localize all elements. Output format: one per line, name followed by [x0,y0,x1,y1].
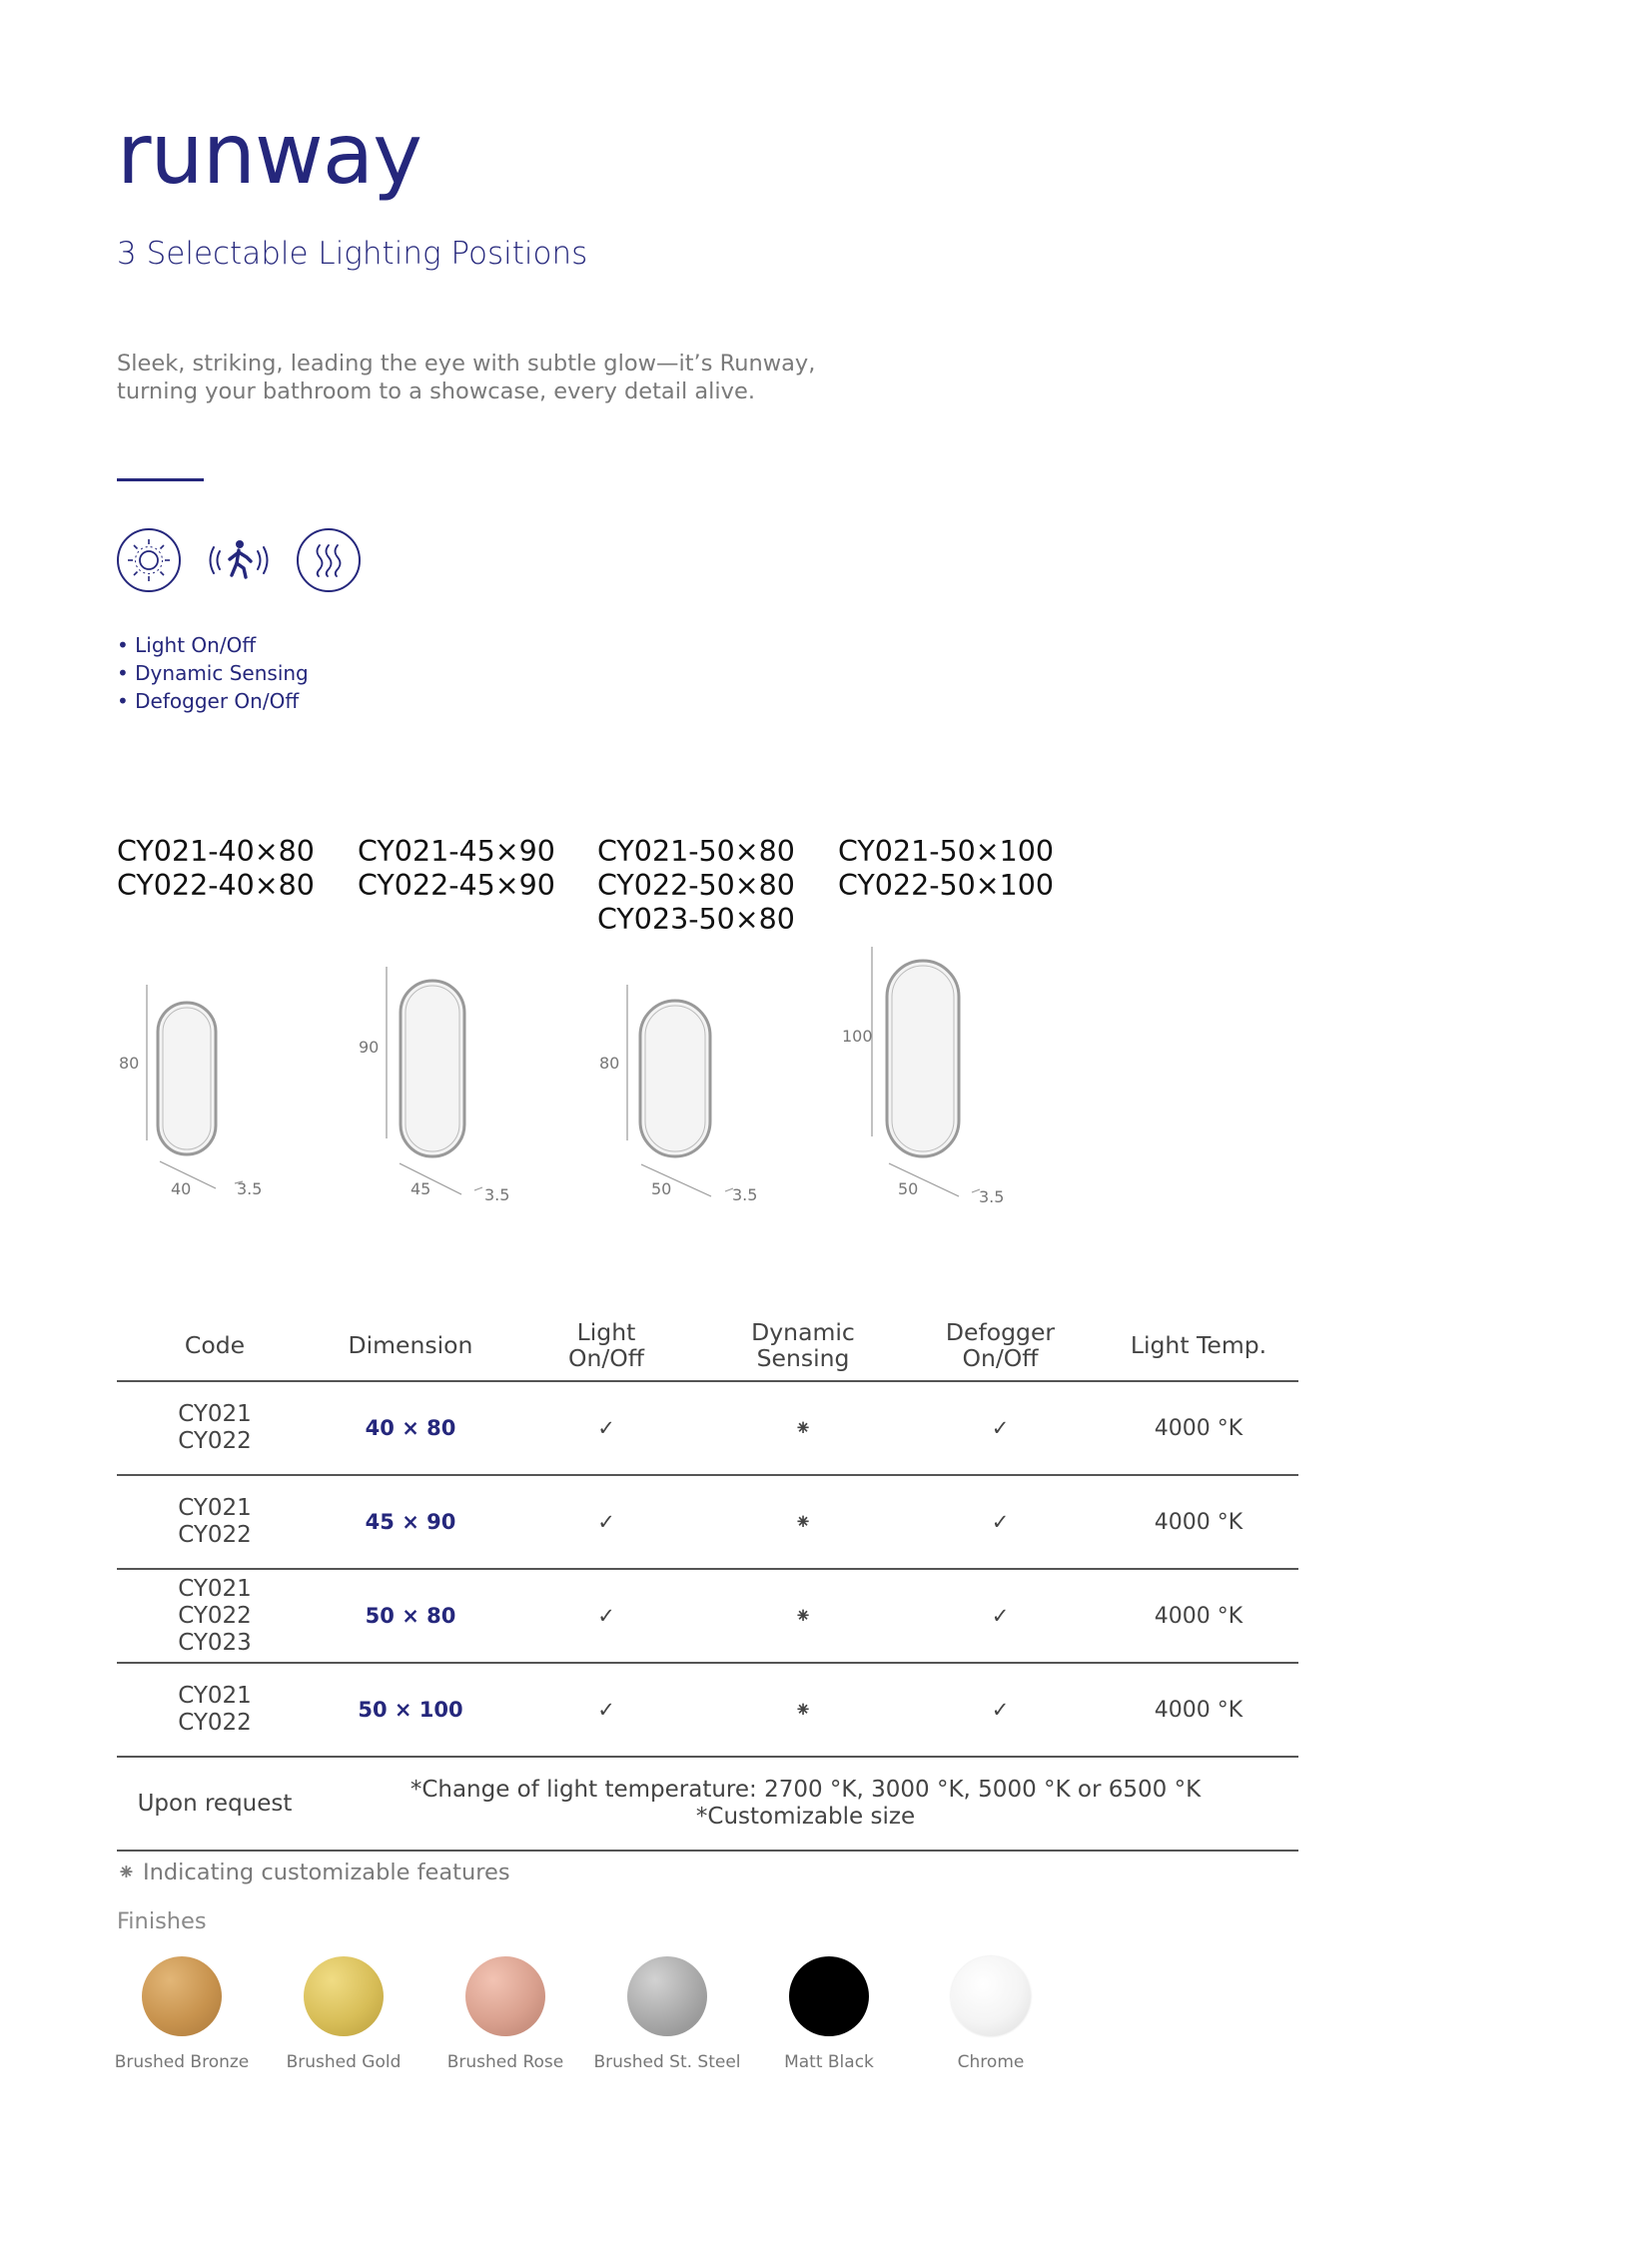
code-line: CY023 [178,1629,252,1656]
model-code: CY022-45×90 [358,869,555,902]
mirror-height-label: 80 [599,1054,620,1073]
mirror-width-label: 50 [898,1179,919,1198]
header-light-line: On/Off [568,1344,644,1372]
finish-label: Brushed Gold [286,2052,402,2072]
feature-defogger-onoff: • Defogger On/Off [117,687,309,715]
finish-swatch-brushed-steel [627,1956,707,2036]
cell-temp: 4000 °K [1099,1475,1298,1569]
cell-dimension: 50 × 100 [313,1663,508,1757]
customizable-asterisk-icon: ⁕ [704,1663,902,1757]
cell-dimension: 40 × 80 [313,1381,508,1475]
page-subtitle: 3 Selectable Lighting Positions [117,236,588,272]
defogger-heat-icon [297,528,361,592]
upon-request-notes [313,1757,1298,1851]
check-icon: ✓ [508,1381,704,1475]
code-line: CY022 [178,1710,252,1736]
page-title: runway [117,105,421,203]
feature-dynamic-sensing: • Dynamic Sensing [117,659,309,687]
finish-label: Brushed Bronze [114,2052,250,2072]
header-light-temp: Light Temp. [1099,1310,1298,1381]
model-group [597,835,795,937]
mirror-height-label: 90 [359,1038,380,1057]
mirror-width-label: 45 [411,1179,431,1198]
mirror-width-label: 50 [651,1179,672,1198]
customizable-asterisk-icon: ⁕ [704,1381,902,1475]
finish-swatch-brushed-rose [465,1956,545,2036]
table-row [117,1381,1298,1475]
finish-label: Chrome [957,2052,1025,2072]
model-group [358,835,555,903]
cell-codes [117,1475,313,1569]
model-code: CY021-40×80 [117,835,315,868]
model-code: CY021-50×80 [597,835,795,868]
model-code: CY021-45×90 [358,835,555,868]
request-note: *Change of light temperature: 2700 °K, 3000 °K, 5000 °K or 6500 °K [410,1777,1202,1803]
finish-label: Brushed St. Steel [593,2052,741,2072]
table-header-row [117,1310,1298,1381]
model-code: CY022-50×100 [838,869,1055,902]
table-row [117,1569,1298,1663]
mirror-height-label: 100 [842,1027,873,1046]
upon-request-label: Upon request [117,1757,313,1851]
mirror-depth-label: 3.5 [484,1185,510,1204]
check-icon: ✓ [902,1569,1099,1663]
header-defogger-line: On/Off [962,1344,1039,1372]
mirror-drawing-45x90 [359,967,509,1204]
finish-label: Matt Black [784,2052,874,2072]
feature-light-onoff: • Light On/Off [117,631,309,659]
model-code: CY023-50×80 [597,903,795,936]
model-code: CY022-50×80 [597,869,795,902]
cell-temp: 4000 °K [1099,1663,1298,1757]
header-light-line: Light [576,1318,636,1346]
product-description [117,350,815,405]
header-defogger [902,1310,1099,1381]
check-icon: ✓ [902,1381,1099,1475]
cell-dimension: 45 × 90 [313,1475,508,1569]
cell-codes [117,1569,313,1663]
mirror-drawing-50x100 [842,947,1004,1206]
code-line: CY022 [178,1428,252,1454]
header-code: Code [117,1310,313,1381]
model-code: CY022-40×80 [117,869,315,902]
code-line: CY021 [178,1401,252,1427]
cell-temp: 4000 °K [1099,1381,1298,1475]
check-icon: ✓ [508,1569,704,1663]
model-group [838,835,1054,903]
code-line: CY022 [178,1522,252,1548]
finish-swatch-chrome [951,1956,1031,2036]
upon-request-row [117,1757,1298,1851]
code-line: CY021 [178,1495,252,1521]
check-icon: ✓ [902,1663,1099,1757]
mirror-depth-label: 3.5 [237,1179,263,1198]
header-light [508,1310,704,1381]
cell-temp: 4000 °K [1099,1569,1298,1663]
customizable-asterisk-icon: ⁕ [704,1569,902,1663]
mirror-drawing-40x80 [119,985,262,1198]
customizable-asterisk-icon: ⁕ [704,1475,902,1569]
code-line: CY021 [178,1575,252,1602]
cell-dimension: 50 × 80 [313,1569,508,1663]
finish-swatch-brushed-bronze [142,1956,222,2036]
header-sensing: Dynamic Sensing [704,1310,902,1381]
customizable-note: ⁕ Indicating customizable features [117,1860,510,1885]
mirror-dimension-drawings [100,939,1099,1218]
table-row [117,1475,1298,1569]
accent-divider [117,478,204,481]
code-line: CY022 [178,1602,252,1629]
finish-swatch-brushed-gold [304,1956,384,2036]
table-row [117,1663,1298,1757]
sun-light-icon [117,528,181,592]
mirror-depth-label: 3.5 [979,1187,1005,1206]
cell-codes [117,1663,313,1757]
check-icon: ✓ [508,1475,704,1569]
finish-swatch-matt-black [789,1956,869,2036]
header-dimension: Dimension [313,1310,508,1381]
model-code: CY021-50×100 [838,835,1055,868]
finish-label: Brushed Rose [446,2052,564,2072]
mirror-depth-label: 3.5 [732,1185,758,1204]
model-group [117,835,315,903]
motion-sensor-icon [208,535,270,585]
request-note: *Customizable size [695,1804,916,1830]
code-line: CY021 [178,1683,252,1709]
mirror-height-label: 80 [119,1054,140,1073]
spec-table [117,1310,1298,1852]
finishes-title: Finishes [117,1908,207,1934]
mirror-drawing-50x80 [599,985,757,1204]
header-defogger-line: Defogger [945,1318,1056,1346]
description-line: turning your bathroom to a showcase, every detail alive. [117,378,755,404]
mirror-width-label: 40 [171,1179,192,1198]
check-icon: ✓ [508,1663,704,1757]
cell-codes [117,1381,313,1475]
feature-list [117,631,309,715]
check-icon: ✓ [902,1475,1099,1569]
description-line: Sleek, striking, leading the eye with subtle glow—it’s Runway, [117,351,816,376]
